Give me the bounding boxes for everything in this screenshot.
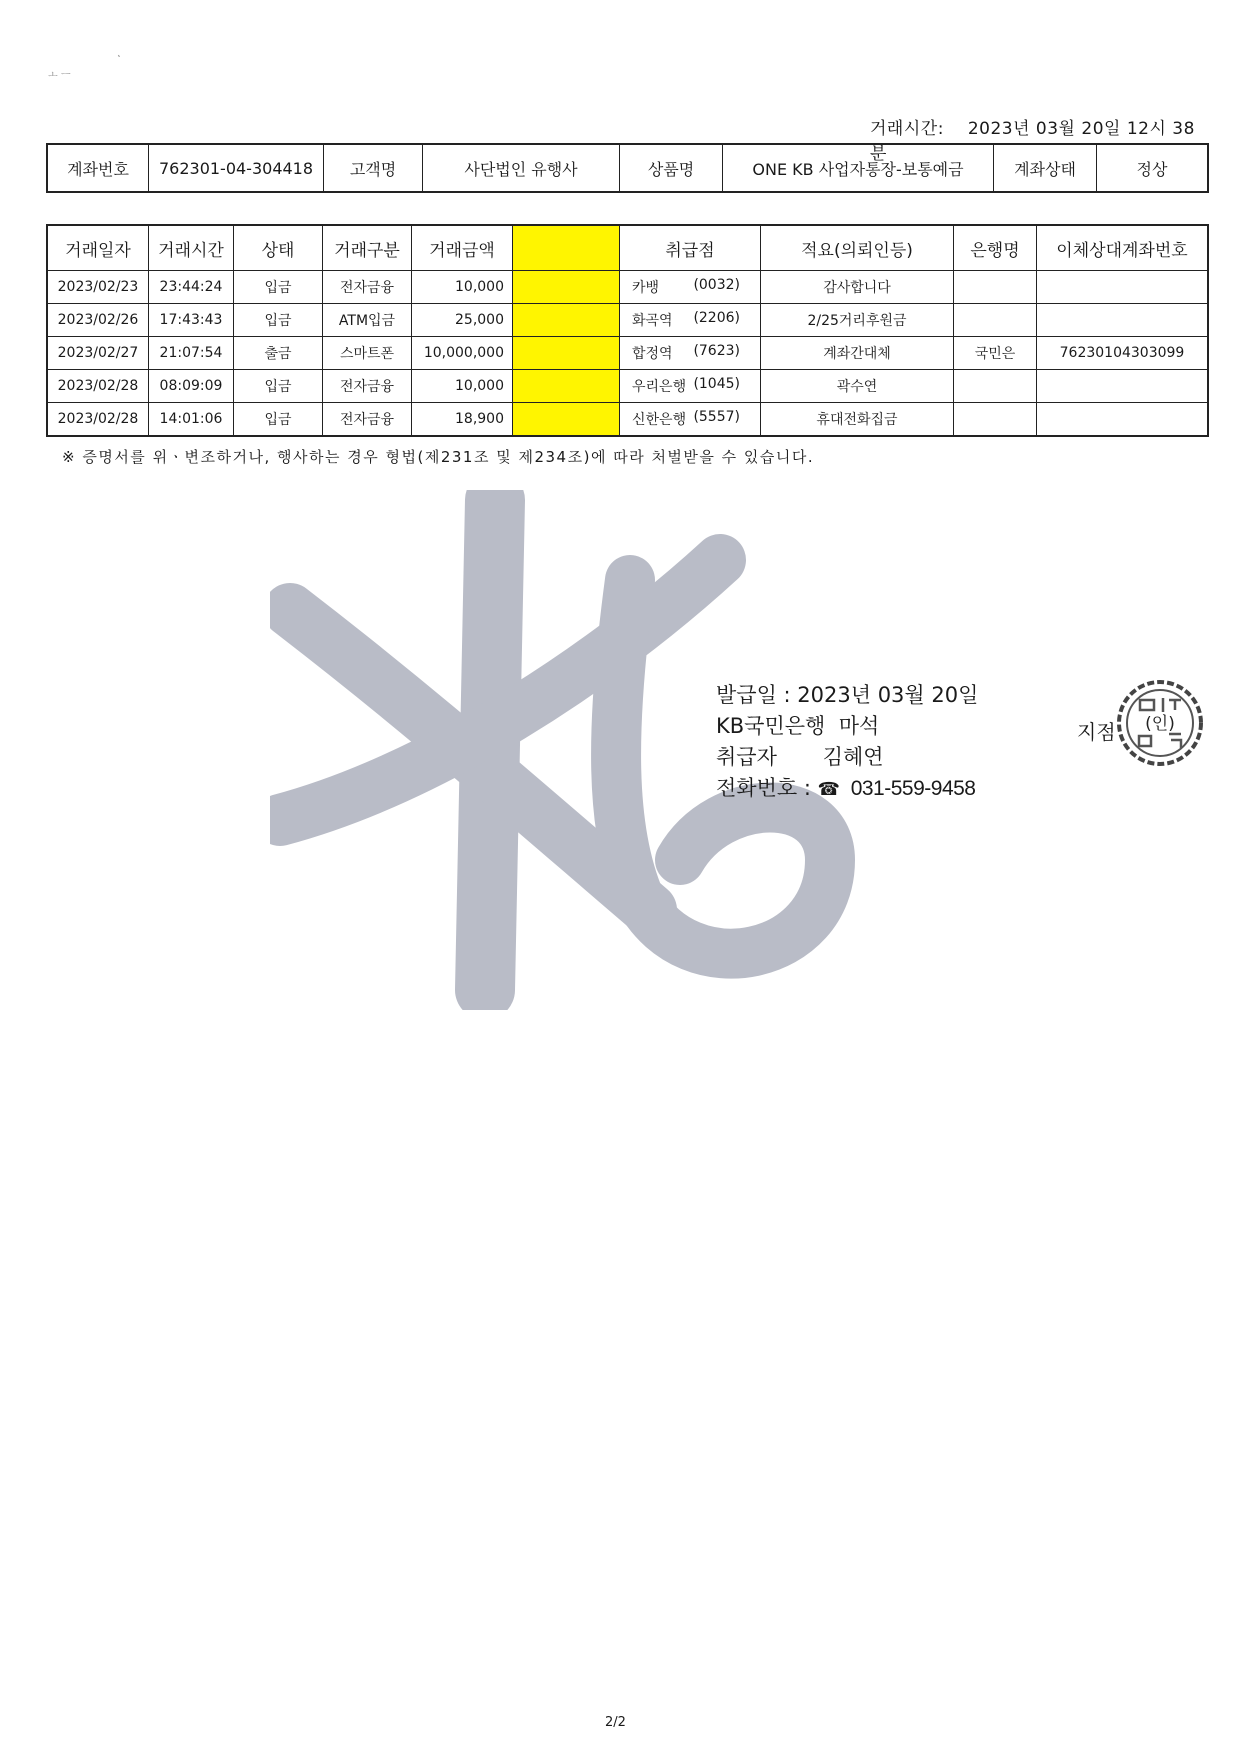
cell-status: 입금 [234,271,323,304]
cell-counter-account [1037,271,1209,304]
cell-status: 출금 [234,337,323,370]
cell-branch [620,403,761,437]
cell-time: 17:43:43 [149,304,234,337]
cell-bank: 국민은 [954,337,1037,370]
issue-date: 2023년 03월 20일 [797,683,979,707]
cell-date: 2023/02/28 [47,403,149,437]
col-header-date: 거래일자 [47,225,149,271]
transaction-time-label: 거래시간: [870,119,944,139]
cell-amount: 10,000,000 [412,337,513,370]
branch-name: 마석 [838,714,880,738]
cell-status: 입금 [234,370,323,403]
cell-time: 14:01:06 [149,403,234,437]
cell-time: 21:07:54 [149,337,234,370]
cell-bank [954,271,1037,304]
cell-time: 23:44:24 [149,271,234,304]
cell-bank [954,403,1037,437]
col-header-memo: 적요(의뢰인등) [761,225,954,271]
branch-name: 화곡역 [632,313,673,329]
cell-redacted [513,304,620,337]
branch-name: 신한은행 [632,412,687,428]
account-status: 정상 [1097,144,1209,192]
cell-redacted [513,337,620,370]
branch-code: (1045) [693,376,740,392]
cell-redacted [513,370,620,403]
bank-seal-stamp [1115,678,1205,768]
table-row [47,271,1208,304]
cell-status: 입금 [234,403,323,437]
scan-artifact: ㅗ ㅡ [48,70,71,81]
cell-time: 08:09:09 [149,370,234,403]
scan-artifact: ㆍ [114,52,124,63]
table-row [47,304,1208,337]
seal-text: (인) [1145,714,1175,734]
cell-branch [620,271,761,304]
table-row [47,337,1208,370]
cell-date: 2023/02/23 [47,271,149,304]
account-no: 762301-04-304418 [149,144,324,192]
branch-code: (2206) [693,310,740,326]
cell-memo: 2/25거리후원금 [761,304,954,337]
transaction-header-row [47,225,1208,271]
branch-code: (0032) [693,277,740,293]
cell-redacted [513,271,620,304]
col-header-bank: 은행명 [954,225,1037,271]
customer-label: 고객명 [324,144,423,192]
branch-code: (7623) [693,343,740,359]
col-header-time: 거래시간 [149,225,234,271]
cell-date: 2023/02/28 [47,370,149,403]
cell-type: 스마트폰 [323,337,412,370]
customer-name: 사단법인 유행사 [423,144,620,192]
cell-memo: 곽수연 [761,370,954,403]
cell-counter-account [1037,370,1209,403]
branch-name: 합정역 [632,346,673,362]
issue-date-label: 발급일 : [716,683,791,707]
branch-name: 우리은행 [632,379,687,395]
product-name: ONE KB 사업자통장-보통예금 [723,144,994,192]
cell-type: ATM입금 [323,304,412,337]
cell-bank [954,304,1037,337]
account-info-table [46,143,1209,193]
cell-date: 2023/02/27 [47,337,149,370]
bank-branch-row [716,711,978,742]
phone-row [716,773,978,805]
cell-memo: 감사합니다 [761,271,954,304]
account-no-label: 계좌번호 [47,144,149,192]
page-number: 2/2 [605,1715,626,1730]
branch-code: (5557) [693,409,740,425]
redacted-column-header [513,225,620,271]
telephone-icon: ☎ [817,779,841,800]
col-header-branch: 취급점 [620,225,761,271]
cell-amount: 18,900 [412,403,513,437]
account-status-label: 계좌상태 [994,144,1097,192]
cell-type: 전자금융 [323,403,412,437]
cell-date: 2023/02/26 [47,304,149,337]
cell-status: 입금 [234,304,323,337]
cell-amount: 10,000 [412,370,513,403]
cell-counter-account [1037,403,1209,437]
cell-type: 전자금융 [323,370,412,403]
cell-bank [954,370,1037,403]
cell-memo: 계좌간대체 [761,337,954,370]
product-label: 상품명 [620,144,723,192]
issue-date-row [716,680,978,711]
cell-type: 전자금융 [323,271,412,304]
handler-label: 취급자 [716,745,777,769]
col-header-status: 상태 [234,225,323,271]
bank-name: KB국민은행 [716,714,826,738]
col-header-type: 거래구분 [323,225,412,271]
branch-name: 카뱅 [632,280,660,296]
cell-branch [620,304,761,337]
cell-redacted [513,403,620,437]
table-row [47,370,1208,403]
handler-name: 김혜연 [822,745,884,769]
cell-counter-account: 76230104303099 [1037,337,1209,370]
issuer-block [716,680,978,805]
phone-number: 031-559-9458 [850,777,976,800]
transaction-time-value: 2023년 03월 20일 12시 38분 [870,119,1195,164]
cell-branch [620,337,761,370]
col-header-counter-account: 이체상대계좌번호 [1037,225,1209,271]
cell-amount: 25,000 [412,304,513,337]
cell-counter-account [1037,304,1209,337]
table-row [47,403,1208,437]
transaction-table [46,224,1209,437]
forgery-warning: ※ 증명서를 위ㆍ변조하거나, 행사하는 경우 형법(제231조 및 제234조)에 따라 처벌받을 수 있습니다. [62,448,815,466]
cell-branch [620,370,761,403]
col-header-amount: 거래금액 [412,225,513,271]
branch-signature-label: 지점 [1077,720,1116,744]
cell-memo: 휴대전화집금 [761,403,954,437]
phone-label: 전화번호 : [716,776,811,800]
cell-amount: 10,000 [412,271,513,304]
handler-row [716,742,978,773]
